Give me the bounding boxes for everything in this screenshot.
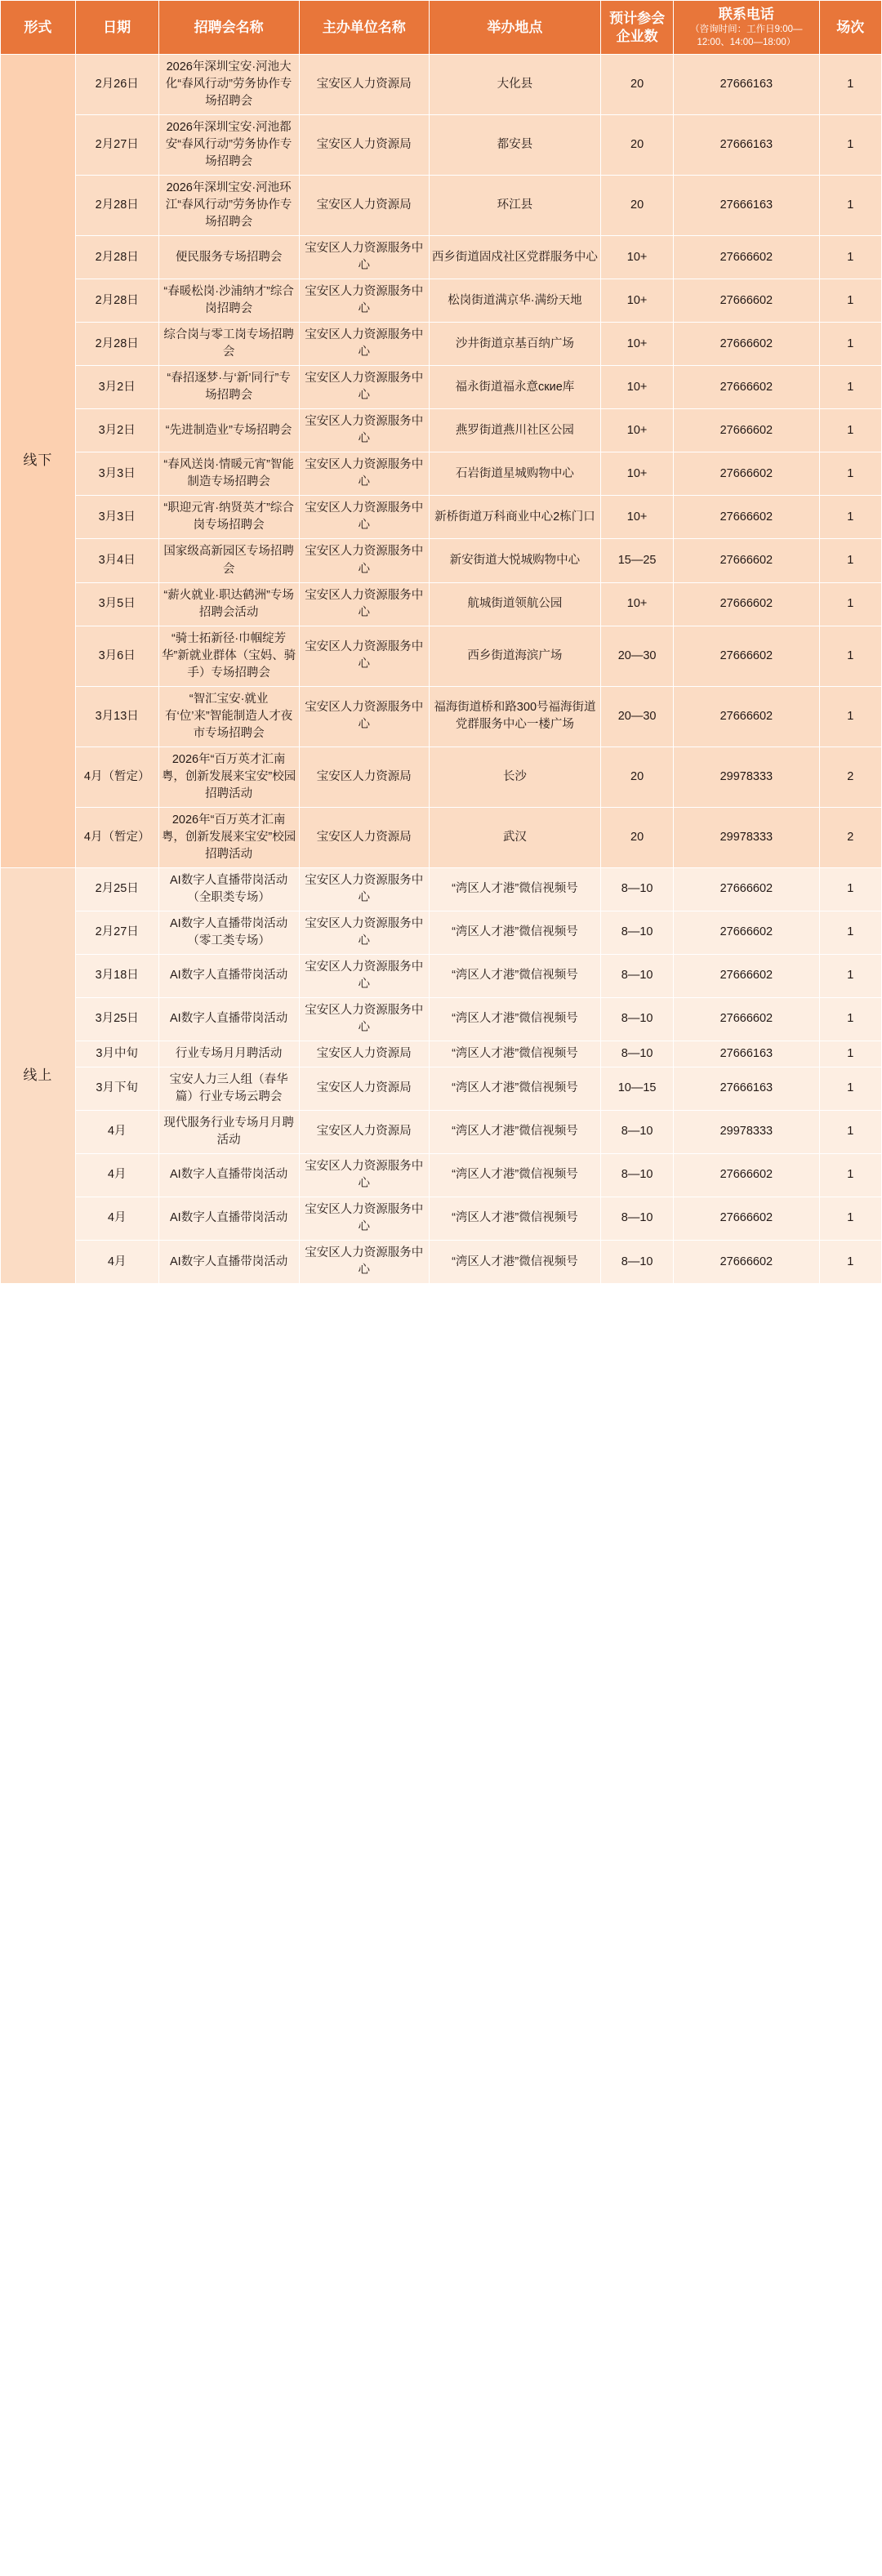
cell-host: 宝安区人力资源服务中心: [299, 582, 429, 626]
header-row: [1, 1, 882, 55]
cell-sessions: 1: [819, 686, 881, 747]
group-cell-mode: 线下: [1, 55, 76, 868]
cell-count: 8—10: [601, 1041, 674, 1067]
cell-count: 20: [601, 176, 674, 236]
cell-host: 宝安区人力资源服务中心: [299, 236, 429, 279]
cell-date: 3月13日: [75, 686, 158, 747]
cell-name: “先进制造业”专场招聘会: [158, 409, 299, 452]
cell-date: 3月25日: [75, 997, 158, 1041]
cell-phone: 27666602: [674, 997, 819, 1041]
table-row: [1, 867, 882, 911]
cell-sessions: 1: [819, 1110, 881, 1153]
cell-host: 宝安区人力资源服务中心: [299, 626, 429, 686]
cell-venue: “湾区人才港”微信视频号: [429, 1153, 600, 1197]
cell-host: 宝安区人力资源局: [299, 55, 429, 115]
cell-name: 行业专场月月聘活动: [158, 1041, 299, 1067]
cell-host: 宝安区人力资源服务中心: [299, 539, 429, 582]
table-row: [1, 236, 882, 279]
cell-date: 3月3日: [75, 496, 158, 539]
cell-date: 4月: [75, 1153, 158, 1197]
cell-host: 宝安区人力资源局: [299, 807, 429, 867]
cell-sessions: 1: [819, 409, 881, 452]
table-row: [1, 279, 882, 323]
cell-phone: 27666602: [674, 1241, 819, 1284]
cell-host: 宝安区人力资源局: [299, 1041, 429, 1067]
table-row: [1, 409, 882, 452]
table-row: [1, 115, 882, 176]
cell-host: 宝安区人力资源服务中心: [299, 686, 429, 747]
column-header-venue: 举办地点: [429, 1, 600, 55]
cell-sessions: 1: [819, 1041, 881, 1067]
cell-name: 便民服务专场招聘会: [158, 236, 299, 279]
cell-date: 3月下旬: [75, 1067, 158, 1110]
cell-host: 宝安区人力资源服务中心: [299, 409, 429, 452]
cell-date: 2月28日: [75, 323, 158, 366]
cell-count: 20—30: [601, 686, 674, 747]
cell-name: 2026年“百万英才汇南粤，创新发展来宝安”校园招聘活动: [158, 807, 299, 867]
cell-name: 现代服务行业专场月月聘活动: [158, 1110, 299, 1153]
cell-sessions: 1: [819, 867, 881, 911]
cell-phone: 27666602: [674, 366, 819, 409]
cell-name: “职迎元宵·纳贤英才”综合岗专场招聘会: [158, 496, 299, 539]
cell-name: 2026年深圳宝安·河池环江“春风行动”劳务协作专场招聘会: [158, 176, 299, 236]
cell-phone: 27666163: [674, 1067, 819, 1110]
column-header-name: 招聘会名称: [158, 1, 299, 55]
table-row: [1, 626, 882, 686]
cell-venue: 福海街道桥和路300号福海街道党群服务中心一楼广场: [429, 686, 600, 747]
cell-date: 3月中旬: [75, 1041, 158, 1067]
cell-name: 国家级高新园区专场招聘会: [158, 539, 299, 582]
cell-venue: “湾区人才港”微信视频号: [429, 1241, 600, 1284]
cell-count: 10+: [601, 409, 674, 452]
table-row: [1, 539, 882, 582]
table-row: [1, 747, 882, 807]
table-row: [1, 1067, 882, 1110]
cell-venue: 都安县: [429, 115, 600, 176]
cell-phone: 29978333: [674, 747, 819, 807]
cell-host: 宝安区人力资源服务中心: [299, 1197, 429, 1240]
cell-venue: 西乡街道固戍社区党群服务中心: [429, 236, 600, 279]
cell-phone: 27666602: [674, 686, 819, 747]
cell-venue: “湾区人才港”微信视频号: [429, 1067, 600, 1110]
cell-count: 10—15: [601, 1067, 674, 1110]
cell-name: AI数字人直播带岗活动: [158, 997, 299, 1041]
cell-sessions: 1: [819, 55, 881, 115]
table-header: [1, 1, 882, 55]
cell-phone: 27666602: [674, 867, 819, 911]
cell-venue: “湾区人才港”微信视频号: [429, 997, 600, 1041]
cell-host: 宝安区人力资源服务中心: [299, 1241, 429, 1284]
cell-count: 8—10: [601, 1241, 674, 1284]
cell-phone: 27666602: [674, 626, 819, 686]
cell-name: “春风送岗·情暖元宵”智能制造专场招聘会: [158, 452, 299, 496]
cell-count: 10+: [601, 366, 674, 409]
cell-venue: “湾区人才港”微信视频号: [429, 867, 600, 911]
cell-sessions: 1: [819, 366, 881, 409]
cell-sessions: 1: [819, 626, 881, 686]
cell-count: 8—10: [601, 997, 674, 1041]
cell-venue: “湾区人才港”微信视频号: [429, 1041, 600, 1067]
cell-phone: 27666602: [674, 1197, 819, 1240]
cell-count: 10+: [601, 496, 674, 539]
cell-date: 3月3日: [75, 452, 158, 496]
cell-venue: “湾区人才港”微信视频号: [429, 1197, 600, 1240]
cell-date: 4月（暂定）: [75, 747, 158, 807]
cell-phone: 27666163: [674, 115, 819, 176]
cell-venue: 石岩街道星城购物中心: [429, 452, 600, 496]
cell-host: 宝安区人力资源服务中心: [299, 867, 429, 911]
cell-host: 宝安区人力资源服务中心: [299, 279, 429, 323]
cell-sessions: 1: [819, 539, 881, 582]
cell-sessions: 1: [819, 1197, 881, 1240]
table-row: [1, 997, 882, 1041]
column-header-host: 主办单位名称: [299, 1, 429, 55]
cell-host: 宝安区人力资源服务中心: [299, 954, 429, 997]
cell-venue: 松岗街道满京华·满纷天地: [429, 279, 600, 323]
cell-host: 宝安区人力资源局: [299, 747, 429, 807]
cell-date: 3月4日: [75, 539, 158, 582]
column-header-date: 日期: [75, 1, 158, 55]
column-header-phone-label: 联系电话: [718, 7, 774, 22]
cell-name: 宝安人力三人组（春华篇）行业专场云聘会: [158, 1067, 299, 1110]
cell-name: 2026年深圳宝安·河池都安“春风行动”劳务协作专场招聘会: [158, 115, 299, 176]
cell-sessions: 1: [819, 496, 881, 539]
table-body: [1, 55, 882, 1284]
cell-venue: 西乡街道海滨广场: [429, 626, 600, 686]
cell-sessions: 1: [819, 323, 881, 366]
cell-name: AI数字人直播带岗活动: [158, 954, 299, 997]
cell-venue: “湾区人才港”微信视频号: [429, 911, 600, 954]
cell-sessions: 1: [819, 1153, 881, 1197]
cell-name: 2026年“百万英才汇南粤，创新发展来宝安”校园招聘活动: [158, 747, 299, 807]
column-header-phone: [674, 1, 819, 55]
cell-date: 3月18日: [75, 954, 158, 997]
column-header-count: 预计参会企业数: [601, 1, 674, 55]
cell-phone: 27666163: [674, 55, 819, 115]
cell-name: “智汇宝安·就业有‘位’来”智能制造人才夜市专场招聘会: [158, 686, 299, 747]
column-header-phone-sublabel: （咨询时间：工作日9:00—12:00、14:00—18:00）: [690, 25, 803, 47]
cell-date: 2月25日: [75, 867, 158, 911]
cell-phone: 29978333: [674, 807, 819, 867]
cell-date: 4月: [75, 1241, 158, 1284]
cell-sessions: 1: [819, 452, 881, 496]
cell-name: AI数字人直播带岗活动: [158, 1241, 299, 1284]
group-cell-mode: 线上: [1, 867, 76, 1283]
cell-host: 宝安区人力资源服务中心: [299, 323, 429, 366]
cell-count: 10+: [601, 279, 674, 323]
cell-count: 10+: [601, 323, 674, 366]
table-row: [1, 366, 882, 409]
cell-venue: 福永街道福永意ские库: [429, 366, 600, 409]
cell-sessions: 1: [819, 954, 881, 997]
cell-phone: 27666602: [674, 539, 819, 582]
cell-venue: 航城街道领航公园: [429, 582, 600, 626]
table-row: [1, 807, 882, 867]
table-row: [1, 911, 882, 954]
cell-phone: 27666163: [674, 1041, 819, 1067]
table-row: [1, 582, 882, 626]
cell-sessions: 2: [819, 747, 881, 807]
table-row: [1, 176, 882, 236]
cell-count: 10+: [601, 236, 674, 279]
cell-date: 4月: [75, 1110, 158, 1153]
column-header-mode: 形式: [1, 1, 76, 55]
cell-host: 宝安区人力资源服务中心: [299, 496, 429, 539]
table-row: [1, 1041, 882, 1067]
column-header-sessions: 场次: [819, 1, 881, 55]
cell-host: 宝安区人力资源局: [299, 176, 429, 236]
cell-phone: 27666602: [674, 409, 819, 452]
cell-phone: 27666602: [674, 954, 819, 997]
recruitment-schedule-table: [0, 0, 882, 1284]
cell-count: 20—30: [601, 626, 674, 686]
cell-phone: 27666602: [674, 496, 819, 539]
cell-venue: 沙井街道京基百纳广场: [429, 323, 600, 366]
cell-count: 20: [601, 55, 674, 115]
table-row: [1, 323, 882, 366]
cell-count: 15—25: [601, 539, 674, 582]
cell-date: 2月28日: [75, 279, 158, 323]
cell-count: 20: [601, 115, 674, 176]
cell-host: 宝安区人力资源服务中心: [299, 911, 429, 954]
table-row: [1, 1241, 882, 1284]
cell-name: 2026年深圳宝安·河池大化“春风行动”劳务协作专场招聘会: [158, 55, 299, 115]
cell-date: 3月2日: [75, 366, 158, 409]
cell-venue: 燕罗街道燕川社区公园: [429, 409, 600, 452]
cell-sessions: 1: [819, 279, 881, 323]
cell-phone: 27666602: [674, 911, 819, 954]
cell-phone: 29978333: [674, 1110, 819, 1153]
cell-date: 3月6日: [75, 626, 158, 686]
cell-sessions: 1: [819, 1067, 881, 1110]
cell-date: 2月26日: [75, 55, 158, 115]
cell-phone: 27666602: [674, 1153, 819, 1197]
table-row: [1, 1110, 882, 1153]
cell-sessions: 2: [819, 807, 881, 867]
table-row: [1, 686, 882, 747]
cell-name: AI数字人直播带岗活动: [158, 1153, 299, 1197]
cell-name: AI数字人直播带岗活动（零工类专场）: [158, 911, 299, 954]
cell-sessions: 1: [819, 997, 881, 1041]
cell-name: “薪火就业·职达鹤洲”专场招聘会活动: [158, 582, 299, 626]
cell-count: 20: [601, 747, 674, 807]
cell-count: 10+: [601, 452, 674, 496]
cell-date: 2月28日: [75, 176, 158, 236]
cell-venue: 长沙: [429, 747, 600, 807]
cell-date: 3月5日: [75, 582, 158, 626]
cell-count: 20: [601, 807, 674, 867]
cell-host: 宝安区人力资源服务中心: [299, 452, 429, 496]
cell-name: 综合岗与零工岗专场招聘会: [158, 323, 299, 366]
cell-phone: 27666602: [674, 582, 819, 626]
cell-count: 8—10: [601, 1153, 674, 1197]
cell-venue: 新安街道大悦城购物中心: [429, 539, 600, 582]
cell-sessions: 1: [819, 236, 881, 279]
cell-count: 10+: [601, 582, 674, 626]
table-row: [1, 496, 882, 539]
cell-date: 4月: [75, 1197, 158, 1240]
table-row: [1, 1153, 882, 1197]
cell-host: 宝安区人力资源服务中心: [299, 997, 429, 1041]
cell-count: 8—10: [601, 1197, 674, 1240]
cell-phone: 27666602: [674, 323, 819, 366]
cell-venue: 环江县: [429, 176, 600, 236]
cell-host: 宝安区人力资源服务中心: [299, 1153, 429, 1197]
cell-date: 2月27日: [75, 911, 158, 954]
cell-name: “骑士拓新径·巾帼绽芳华”新就业群体（宝妈、骑手）专场招聘会: [158, 626, 299, 686]
table-row: [1, 55, 882, 115]
cell-host: 宝安区人力资源服务中心: [299, 366, 429, 409]
cell-venue: 新桥街道万科商业中心2栋门口: [429, 496, 600, 539]
cell-phone: 27666602: [674, 452, 819, 496]
cell-venue: “湾区人才港”微信视频号: [429, 954, 600, 997]
cell-host: 宝安区人力资源局: [299, 115, 429, 176]
cell-sessions: 1: [819, 115, 881, 176]
cell-sessions: 1: [819, 911, 881, 954]
cell-count: 8—10: [601, 954, 674, 997]
cell-phone: 27666602: [674, 236, 819, 279]
cell-name: “春招逐梦·与‘新’同行”专场招聘会: [158, 366, 299, 409]
cell-venue: 大化县: [429, 55, 600, 115]
cell-name: AI数字人直播带岗活动（全职类专场）: [158, 867, 299, 911]
cell-phone: 27666602: [674, 279, 819, 323]
table-row: [1, 1197, 882, 1240]
cell-count: 8—10: [601, 1110, 674, 1153]
cell-phone: 27666163: [674, 176, 819, 236]
cell-name: AI数字人直播带岗活动: [158, 1197, 299, 1240]
cell-date: 2月28日: [75, 236, 158, 279]
cell-date: 3月2日: [75, 409, 158, 452]
table-row: [1, 954, 882, 997]
table-row: [1, 452, 882, 496]
cell-sessions: 1: [819, 176, 881, 236]
cell-sessions: 1: [819, 1241, 881, 1284]
cell-sessions: 1: [819, 582, 881, 626]
cell-host: 宝安区人力资源局: [299, 1110, 429, 1153]
cell-count: 8—10: [601, 867, 674, 911]
cell-venue: 武汉: [429, 807, 600, 867]
cell-date: 2月27日: [75, 115, 158, 176]
cell-venue: “湾区人才港”微信视频号: [429, 1110, 600, 1153]
cell-name: “春暖松岗·沙浦纳才”综合岗招聘会: [158, 279, 299, 323]
cell-host: 宝安区人力资源局: [299, 1067, 429, 1110]
cell-count: 8—10: [601, 911, 674, 954]
cell-date: 4月（暂定）: [75, 807, 158, 867]
